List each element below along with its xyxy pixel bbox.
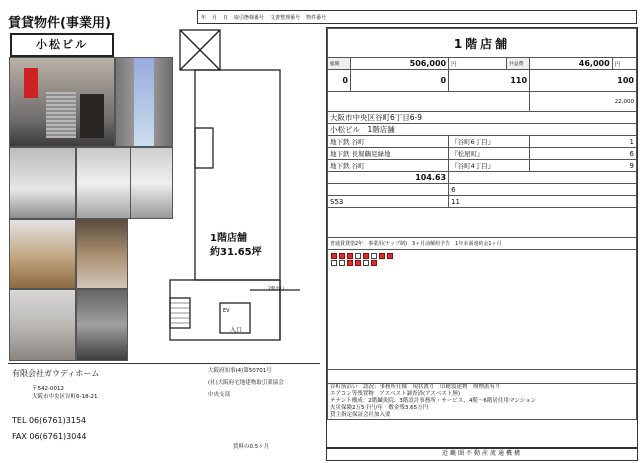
hosho-value: 110 [449,70,530,92]
exterior-photo [9,57,115,147]
company-addr: 大阪市中央区谷町6-18-21 [32,394,98,400]
footer-bar: 近畿圏不動産流通機構 [326,447,638,461]
rent-unit: 円 [449,58,507,70]
deposit-value: 0 [328,70,351,92]
company-fax: 06(6761)3044 [29,432,87,441]
interior-photo-2 [76,147,131,219]
interior-photo-1 [9,147,76,219]
common-fee-value: 46,000 [530,58,613,70]
built-month: 11 [449,196,637,208]
traffic-line-1: 地下鉄 谷町 [328,136,449,148]
building-label: 小松ビル [10,33,114,57]
top-bar-doc: 文書整理番号 [270,14,301,21]
top-bar-month: 月 [212,14,218,21]
plan-entrance: 入口 [230,327,243,334]
room-photo [76,219,128,289]
key-money-value: 0 [351,70,449,92]
rent-value: 506,000 [351,58,449,70]
plan-stair: 2階出口 [268,287,285,292]
remarks-4: 火災保険2万5千円/年 敷金残3.65万円 [330,405,429,411]
contract-terms: 普通賃貸借2年 事業用(ナップ制) 3ヶ月前解約予告 1年未満違約金1ヶ月 [328,238,637,250]
remarks-5: 貸主指定保証会社加入要 [330,412,391,418]
area-value: 104.63 [328,172,449,184]
top-bar-day: 日 [223,14,229,21]
entrance-photo [9,289,76,361]
company-license: 大阪府知事(4)第50701号 [208,368,272,374]
traffic-min-1: 1 [530,136,637,148]
building-name: 小松ビル 1階店舗 [328,124,637,136]
company-fee: 賃料の0.5ヶ月 [233,444,270,450]
top-bar-number: 物件番号 [306,14,327,21]
plan-label [210,232,262,260]
company-assoc: (社)大阪府宅地建物取引業協会 [208,380,284,386]
hall-photo [76,289,128,361]
top-bar [197,10,637,24]
remarks-2: エアコン等残置物 アスベスト調査済(アスベスト無) [330,391,461,397]
plan-ev: EV [223,308,230,314]
traffic-station-2: 『松屋町』 [449,148,530,160]
rent-label: 総額 [328,58,351,70]
other-fee-value: 22,000 [530,92,637,112]
detail-panel [326,27,638,449]
kitchen-photo [9,219,76,289]
plan-label-floor: 1階店舗 [210,233,247,244]
address: 大阪市中央区谷町6丁目6-9 [328,112,637,124]
traffic-line-3: 地下鉄 谷町 [328,160,449,172]
floor-title: 1階店舗 [328,29,637,58]
top-bar-year: 年 [201,14,207,21]
doc-title: 賃貸物件(事業用) [8,16,111,31]
common-fee-unit: 円 [612,58,636,70]
company-tel: 06(6761)3154 [28,416,87,425]
plan-label-area: 約31.65坪 [210,247,262,258]
traffic-line-2: 地下鉄 長堀鶴見緑地 [328,148,449,160]
traffic-min-3: 9 [530,160,637,172]
company-branch: 中央支部 [208,392,231,398]
floors-value: 6 [449,184,637,196]
traffic-station-1: 『谷町6丁目』 [449,136,530,148]
traffic-min-2: 6 [530,148,637,160]
remarks-1: 谷町筋沿い 認況：事務所仕様 現状渡り 旧耐震建物 喫煙派有り [330,384,501,390]
traffic-station-3: 『谷町4丁目』 [449,160,530,172]
shikibiki-value: 100 [530,70,637,92]
built-year: S53 [328,196,449,208]
company-footer: 有限会社ガウディホーム 〒542-0012 大阪市中央区谷町6-18-21 TEL 06(6761)3154 FAX 06(6761)3044 大阪府知事(4)第50701号 (社)大阪府宅地建物取引業協会 中央支部 賃料の0.5ヶ月 [8,363,320,452]
company-name: 有限会社ガウディホーム [12,369,100,378]
top-bar-trade: 取引態様番号 [234,14,265,21]
company-zip: 〒542-0012 [32,386,64,392]
common-fee-label: 共益費 [507,58,530,70]
remarks-3: テナント構成：2階鍼灸院、3階設計事務所・サービス、4階〜6階居住用マンション [330,398,537,404]
